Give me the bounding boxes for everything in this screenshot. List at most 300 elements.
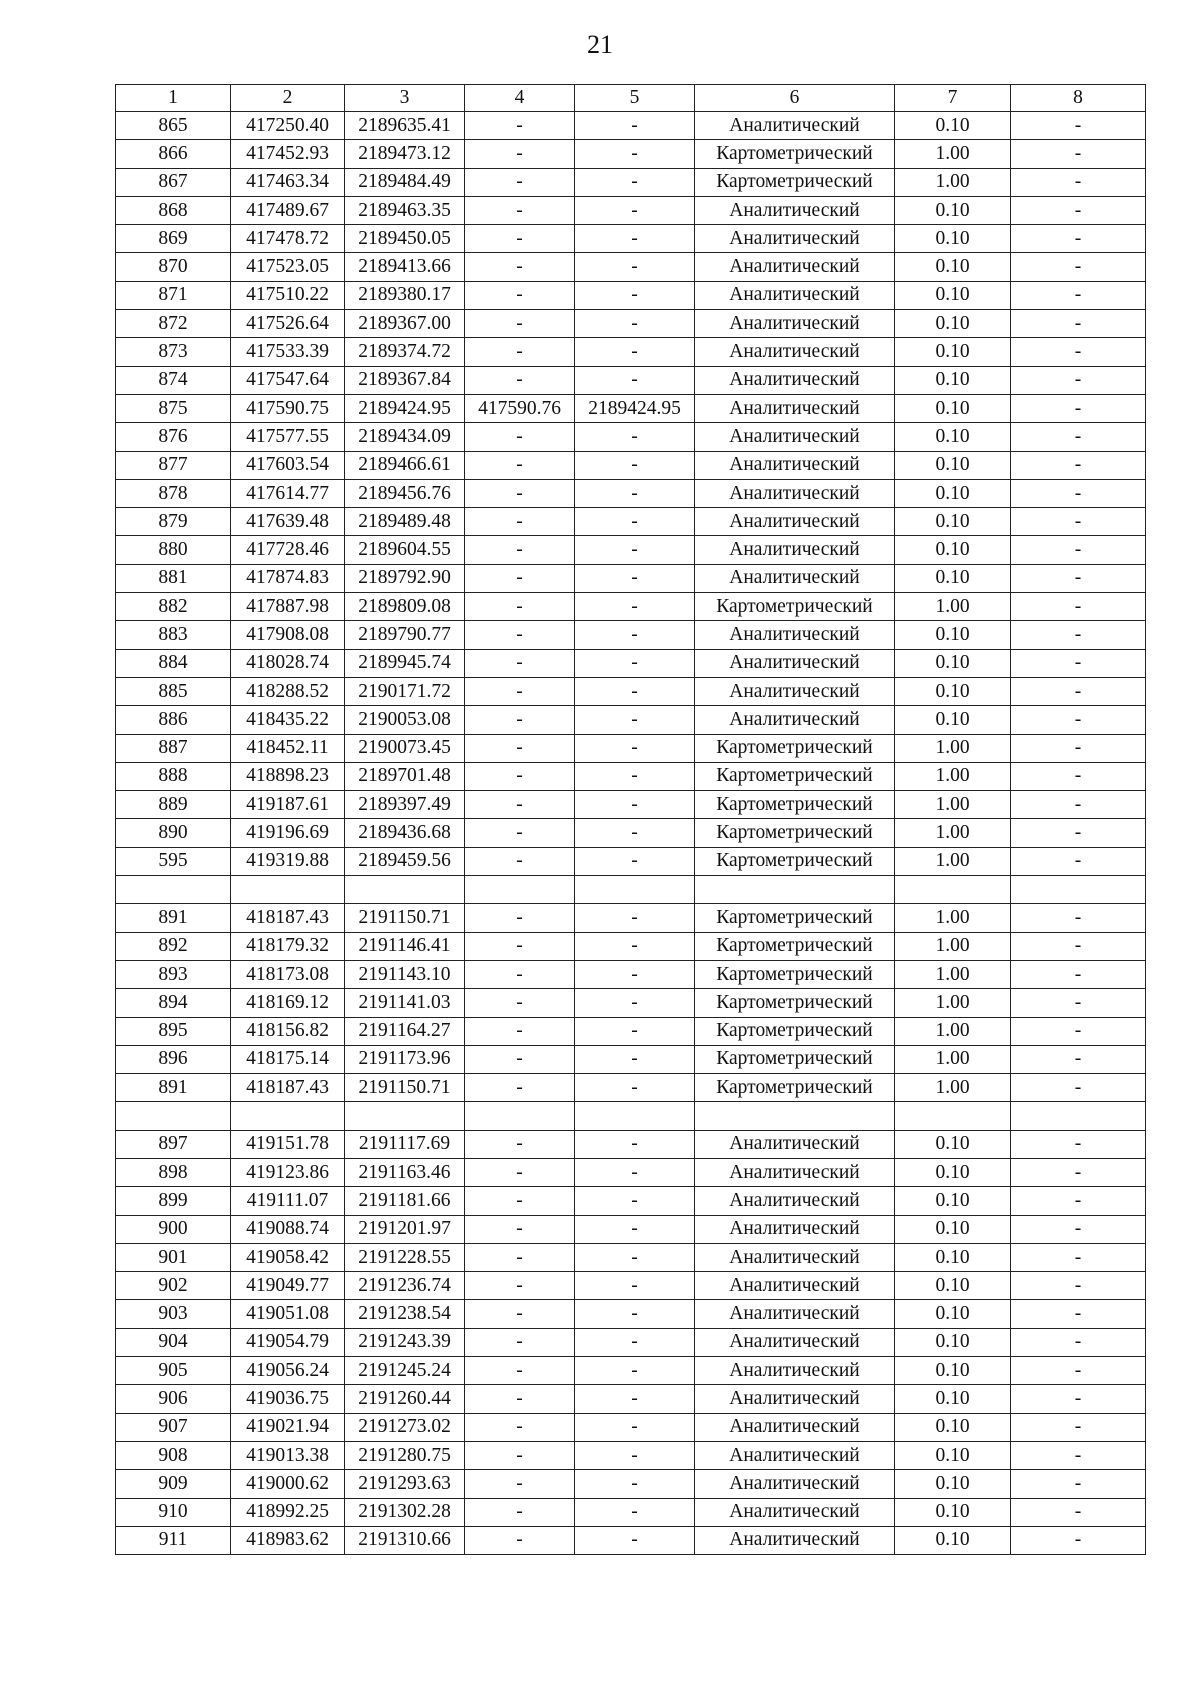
table-cell: 0.10 [895, 310, 1011, 338]
table-cell: 2189484.49 [345, 168, 465, 196]
table-cell: 2191141.03 [345, 989, 465, 1017]
table-cell: - [465, 734, 575, 762]
table-cell: 895 [116, 1017, 231, 1045]
table-cell: - [1011, 564, 1146, 592]
table-cell: - [575, 649, 695, 677]
table-cell: 2189374.72 [345, 338, 465, 366]
table-cell: 0.10 [895, 1441, 1011, 1469]
table-cell: - [1011, 1215, 1146, 1243]
table-cell: 2191228.55 [345, 1243, 465, 1271]
table-cell: - [575, 508, 695, 536]
coordinates-table [115, 84, 1146, 1555]
table-cell: - [1011, 225, 1146, 253]
table-cell: - [1011, 366, 1146, 394]
table-cell: 417639.48 [231, 508, 345, 536]
table-cell: - [575, 196, 695, 224]
table-cell: Картометрический [695, 140, 895, 168]
table-row [116, 225, 1146, 253]
table-cell: - [575, 1074, 695, 1102]
table-cell: 1.00 [895, 140, 1011, 168]
table-cell: 872 [116, 310, 231, 338]
table-cell: - [1011, 1470, 1146, 1498]
table-cell: 898 [116, 1158, 231, 1186]
table-row [116, 734, 1146, 762]
table-cell: Картометрический [695, 847, 895, 875]
table-cell: 0.10 [895, 112, 1011, 140]
table-cell [695, 1102, 895, 1130]
table-cell: 2191173.96 [345, 1045, 465, 1073]
table-row [116, 423, 1146, 451]
table-cell [345, 876, 465, 904]
table-cell: 419151.78 [231, 1130, 345, 1158]
table-cell: - [465, 196, 575, 224]
table-cell: 894 [116, 989, 231, 1017]
table-cell: - [575, 593, 695, 621]
table-cell: - [1011, 479, 1146, 507]
table-cell: 908 [116, 1441, 231, 1469]
table-cell: 417908.08 [231, 621, 345, 649]
table-cell: 419051.08 [231, 1300, 345, 1328]
table-cell: Аналитический [695, 1158, 895, 1186]
table-cell: 906 [116, 1385, 231, 1413]
table-cell: 0.10 [895, 1130, 1011, 1158]
table-cell: 2191236.74 [345, 1272, 465, 1300]
table-cell: - [465, 366, 575, 394]
table-cell: 901 [116, 1243, 231, 1271]
table-cell: - [1011, 1526, 1146, 1554]
table-cell: - [465, 621, 575, 649]
table-cell: 417533.39 [231, 338, 345, 366]
table-cell: - [465, 960, 575, 988]
table-cell: 871 [116, 281, 231, 309]
table-cell: 0.10 [895, 1328, 1011, 1356]
table-cell: - [575, 762, 695, 790]
table-cell: 0.10 [895, 394, 1011, 422]
table-cell: Аналитический [695, 225, 895, 253]
table-cell [575, 1102, 695, 1130]
table-row [116, 677, 1146, 705]
table-cell: 417590.75 [231, 394, 345, 422]
table-row [116, 310, 1146, 338]
table-cell: Аналитический [695, 649, 895, 677]
table-cell: Картометрический [695, 168, 895, 196]
table-cell: 2191302.28 [345, 1498, 465, 1526]
table-cell: - [465, 281, 575, 309]
table-cell: Аналитический [695, 1385, 895, 1413]
table-cell: Аналитический [695, 1130, 895, 1158]
table-cell: - [1011, 1017, 1146, 1045]
table-row [116, 1243, 1146, 1271]
table-cell: - [575, 1498, 695, 1526]
table-cell: - [465, 168, 575, 196]
table-row [116, 960, 1146, 988]
table-cell: 418898.23 [231, 762, 345, 790]
table-cell: 0.10 [895, 1498, 1011, 1526]
table-row [116, 762, 1146, 790]
table-row [116, 904, 1146, 932]
table-cell: - [1011, 1498, 1146, 1526]
table-cell: - [465, 1158, 575, 1186]
table-row [116, 168, 1146, 196]
table-cell: - [465, 1045, 575, 1073]
table-cell: 1.00 [895, 734, 1011, 762]
table-cell: - [575, 112, 695, 140]
table-cell: 418435.22 [231, 706, 345, 734]
table-cell: - [575, 621, 695, 649]
table-cell: 417577.55 [231, 423, 345, 451]
table-row [116, 196, 1146, 224]
table-cell: 2189790.77 [345, 621, 465, 649]
table-row [116, 1017, 1146, 1045]
table-cell: 2189635.41 [345, 112, 465, 140]
table-cell: - [575, 1158, 695, 1186]
table-row [116, 564, 1146, 592]
table-cell: 0.10 [895, 564, 1011, 592]
table-cell: 869 [116, 225, 231, 253]
table-cell: Картометрический [695, 1045, 895, 1073]
table-cell: - [575, 1300, 695, 1328]
table-cell: - [575, 706, 695, 734]
table-cell: 0.10 [895, 196, 1011, 224]
table-cell: 2190171.72 [345, 677, 465, 705]
table-cell: 419088.74 [231, 1215, 345, 1243]
table-cell [116, 876, 231, 904]
table-cell: 2191280.75 [345, 1441, 465, 1469]
table-row [116, 1328, 1146, 1356]
table-cell [895, 1102, 1011, 1130]
table-cell [895, 876, 1011, 904]
table-cell: - [575, 791, 695, 819]
table-cell: 0.10 [895, 621, 1011, 649]
table-cell [231, 1102, 345, 1130]
table-cell: 2191181.66 [345, 1187, 465, 1215]
table-cell: Аналитический [695, 536, 895, 564]
table-cell: 418187.43 [231, 1074, 345, 1102]
table-cell: 875 [116, 394, 231, 422]
table-row [116, 1130, 1146, 1158]
table-cell: 419021.94 [231, 1413, 345, 1441]
table-cell: 2189604.55 [345, 536, 465, 564]
table-cell: 417478.72 [231, 225, 345, 253]
table-cell: - [465, 1385, 575, 1413]
table-cell: Картометрический [695, 904, 895, 932]
column-header: 4 [465, 85, 575, 112]
table-cell [695, 876, 895, 904]
table-cell: Картометрический [695, 593, 895, 621]
table-cell: - [1011, 960, 1146, 988]
table-cell: 419319.88 [231, 847, 345, 875]
table-cell: 419036.75 [231, 1385, 345, 1413]
table-cell: - [575, 1017, 695, 1045]
table-row [116, 819, 1146, 847]
table-cell: - [1011, 281, 1146, 309]
table-cell: 2190073.45 [345, 734, 465, 762]
table-cell: 419058.42 [231, 1243, 345, 1271]
table-cell: 909 [116, 1470, 231, 1498]
table-row [116, 1357, 1146, 1385]
table-cell: - [1011, 310, 1146, 338]
table-cell: 417250.40 [231, 112, 345, 140]
table-cell: 0.10 [895, 649, 1011, 677]
table-cell: - [575, 338, 695, 366]
table-cell: - [465, 593, 575, 621]
table-cell: 417590.76 [465, 394, 575, 422]
table-cell: 904 [116, 1328, 231, 1356]
table-cell: - [575, 1130, 695, 1158]
table-cell: - [1011, 1243, 1146, 1271]
table-cell: - [1011, 762, 1146, 790]
table-row [116, 479, 1146, 507]
table-cell: - [465, 423, 575, 451]
table-cell: - [1011, 734, 1146, 762]
table-cell: 2189473.12 [345, 140, 465, 168]
header-row [116, 85, 1146, 112]
table-cell: Аналитический [695, 479, 895, 507]
table-cell: Картометрический [695, 762, 895, 790]
table-cell: 2191146.41 [345, 932, 465, 960]
table-cell: Аналитический [695, 1498, 895, 1526]
table-cell: - [1011, 1272, 1146, 1300]
table-cell: Аналитический [695, 112, 895, 140]
table-row [116, 451, 1146, 479]
column-header: 8 [1011, 85, 1146, 112]
page-number: 21 [587, 30, 613, 59]
table-cell: - [1011, 593, 1146, 621]
table-cell: - [575, 423, 695, 451]
table-row [116, 649, 1146, 677]
table-cell [1011, 1102, 1146, 1130]
table-cell: - [1011, 196, 1146, 224]
table-cell: - [1011, 706, 1146, 734]
table-cell: Картометрический [695, 1017, 895, 1045]
table-cell: - [465, 1357, 575, 1385]
table-cell: 2189397.49 [345, 791, 465, 819]
table-row [116, 140, 1146, 168]
table-cell: - [575, 366, 695, 394]
table-cell: - [1011, 819, 1146, 847]
table-cell: 1.00 [895, 1017, 1011, 1045]
table-row [116, 508, 1146, 536]
table-cell: - [465, 451, 575, 479]
table-cell: - [575, 1045, 695, 1073]
table-cell: - [575, 564, 695, 592]
table-cell: 868 [116, 196, 231, 224]
table-cell: 876 [116, 423, 231, 451]
table-cell: - [1011, 1385, 1146, 1413]
table-cell: - [1011, 508, 1146, 536]
table-cell: 2191164.27 [345, 1017, 465, 1045]
table-cell: 417614.77 [231, 479, 345, 507]
table-cell: 865 [116, 112, 231, 140]
table-cell: 2189380.17 [345, 281, 465, 309]
table-cell: - [465, 508, 575, 536]
table-cell: 0.10 [895, 281, 1011, 309]
table-cell: 0.10 [895, 1526, 1011, 1554]
table-cell: 0.10 [895, 508, 1011, 536]
table-cell: - [575, 1385, 695, 1413]
table-row [116, 338, 1146, 366]
table-cell: - [575, 847, 695, 875]
table-cell: - [575, 1187, 695, 1215]
table-cell: Аналитический [695, 1300, 895, 1328]
table-row [116, 1187, 1146, 1215]
table-cell: 2189809.08 [345, 593, 465, 621]
table-cell: - [575, 225, 695, 253]
table-cell: 2189466.61 [345, 451, 465, 479]
table-cell: Аналитический [695, 394, 895, 422]
table-cell: - [575, 1526, 695, 1554]
table-cell: - [1011, 168, 1146, 196]
table-cell: 419000.62 [231, 1470, 345, 1498]
table-cell: 417728.46 [231, 536, 345, 564]
table-cell: 2189450.05 [345, 225, 465, 253]
table-cell: 418028.74 [231, 649, 345, 677]
table-cell: - [1011, 1158, 1146, 1186]
table-cell: - [575, 1215, 695, 1243]
table-cell: - [575, 536, 695, 564]
table-cell: - [1011, 904, 1146, 932]
table-cell: 877 [116, 451, 231, 479]
table-cell: - [1011, 394, 1146, 422]
table-cell: - [575, 1441, 695, 1469]
table-cell: 0.10 [895, 451, 1011, 479]
table-cell: - [465, 1215, 575, 1243]
table-cell: 891 [116, 1074, 231, 1102]
table-cell: 2189367.84 [345, 366, 465, 394]
table-cell: 417526.64 [231, 310, 345, 338]
table-cell: - [575, 451, 695, 479]
table-cell: 1.00 [895, 847, 1011, 875]
table-cell [1011, 876, 1146, 904]
table-cell: 911 [116, 1526, 231, 1554]
table-cell: - [465, 1470, 575, 1498]
table-cell: - [575, 1272, 695, 1300]
table-cell: 0.10 [895, 225, 1011, 253]
table-cell: Аналитический [695, 281, 895, 309]
column-header: 1 [116, 85, 231, 112]
table-cell: 2189945.74 [345, 649, 465, 677]
table-cell: Аналитический [695, 621, 895, 649]
column-header: 2 [231, 85, 345, 112]
table-cell: 899 [116, 1187, 231, 1215]
table-cell: 418156.82 [231, 1017, 345, 1045]
table-cell [575, 876, 695, 904]
table-cell: 0.10 [895, 706, 1011, 734]
table-cell: 419111.07 [231, 1187, 345, 1215]
table-cell: 1.00 [895, 1045, 1011, 1073]
table-cell: - [1011, 621, 1146, 649]
table-cell: 2189701.48 [345, 762, 465, 790]
table-cell: - [1011, 536, 1146, 564]
table-cell: 902 [116, 1272, 231, 1300]
table-cell: - [1011, 1130, 1146, 1158]
table-cell: 418992.25 [231, 1498, 345, 1526]
table-cell: - [465, 791, 575, 819]
table-cell: 2191238.54 [345, 1300, 465, 1328]
table-cell: 893 [116, 960, 231, 988]
table-cell: 418983.62 [231, 1526, 345, 1554]
table-cell: Аналитический [695, 1187, 895, 1215]
table-cell: 1.00 [895, 819, 1011, 847]
table-cell: Аналитический [695, 1526, 895, 1554]
table-cell: - [575, 1328, 695, 1356]
table-cell: - [465, 536, 575, 564]
table-cell: 419187.61 [231, 791, 345, 819]
table-cell: 874 [116, 366, 231, 394]
table-cell: - [1011, 677, 1146, 705]
table-cell: - [575, 960, 695, 988]
table-cell: 417874.83 [231, 564, 345, 592]
table-cell: 418175.14 [231, 1045, 345, 1073]
table-cell: - [1011, 1187, 1146, 1215]
table-cell: 0.10 [895, 1272, 1011, 1300]
table-cell: 418169.12 [231, 989, 345, 1017]
table-cell: Аналитический [695, 366, 895, 394]
table-cell: 885 [116, 677, 231, 705]
table-cell: 2191117.69 [345, 1130, 465, 1158]
table-cell: Аналитический [695, 1413, 895, 1441]
table-cell: 417603.54 [231, 451, 345, 479]
table-cell: 2191273.02 [345, 1413, 465, 1441]
table-cell: - [575, 932, 695, 960]
table-cell: Аналитический [695, 1357, 895, 1385]
table-cell: 891 [116, 904, 231, 932]
table-cell: 910 [116, 1498, 231, 1526]
table-cell: 879 [116, 508, 231, 536]
table-row [116, 1498, 1146, 1526]
table-cell: - [465, 706, 575, 734]
table-cell: - [465, 932, 575, 960]
table-cell: 2191245.24 [345, 1357, 465, 1385]
table-cell: 1.00 [895, 791, 1011, 819]
table-cell: 419049.77 [231, 1272, 345, 1300]
table-cell: 417887.98 [231, 593, 345, 621]
table-row [116, 791, 1146, 819]
table-cell: 873 [116, 338, 231, 366]
table-cell: 896 [116, 1045, 231, 1073]
table-cell: 0.10 [895, 1470, 1011, 1498]
table-cell: 419013.38 [231, 1441, 345, 1469]
table-cell: 897 [116, 1130, 231, 1158]
table-cell: - [1011, 112, 1146, 140]
table-cell: 888 [116, 762, 231, 790]
table-cell: 417489.67 [231, 196, 345, 224]
table-cell: 2189413.66 [345, 253, 465, 281]
table-cell: 1.00 [895, 593, 1011, 621]
table-cell: 2191150.71 [345, 904, 465, 932]
table-cell: Аналитический [695, 564, 895, 592]
table-row [116, 1385, 1146, 1413]
table-cell: - [575, 1243, 695, 1271]
table-header [116, 85, 1146, 112]
table-cell: - [465, 1074, 575, 1102]
table-cell: - [465, 1187, 575, 1215]
table-row [116, 1102, 1146, 1130]
table-cell: - [465, 649, 575, 677]
table-cell: - [1011, 1413, 1146, 1441]
table-row [116, 1158, 1146, 1186]
column-header: 7 [895, 85, 1011, 112]
table-cell: - [575, 1357, 695, 1385]
table-cell: 1.00 [895, 904, 1011, 932]
table-cell: - [465, 819, 575, 847]
table-cell: 2189463.35 [345, 196, 465, 224]
table-cell: 1.00 [895, 932, 1011, 960]
table-cell: 0.10 [895, 1413, 1011, 1441]
table-cell: Аналитический [695, 1441, 895, 1469]
table-cell: 886 [116, 706, 231, 734]
table-body [116, 112, 1146, 1555]
